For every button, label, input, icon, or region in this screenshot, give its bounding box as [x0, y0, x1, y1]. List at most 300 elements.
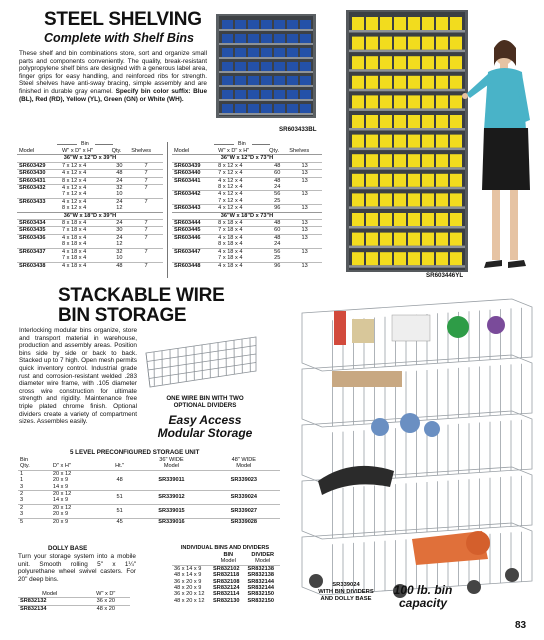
table-row — [172, 177, 322, 184]
column-header: W" x D" x H" — [218, 148, 250, 154]
shelf — [349, 108, 465, 111]
bin-size-cell: 4 x 18 x 4 — [216, 262, 267, 269]
shelves-cell — [129, 241, 163, 248]
yellow-bin — [408, 174, 420, 187]
unit-qty: 5 — [18, 518, 51, 525]
blue-bin — [222, 48, 233, 57]
individual-table — [172, 552, 280, 604]
table-row — [17, 177, 163, 184]
yellow-bin — [380, 115, 392, 128]
yellow-bin — [394, 135, 406, 148]
model-cell — [17, 205, 60, 212]
blue-bin — [248, 34, 259, 43]
indiv-divider-model: SR832144 — [247, 585, 274, 592]
unit-subheader: Ht." — [115, 463, 125, 470]
yellow-bin — [408, 154, 420, 167]
indiv-header: BIN — [223, 552, 234, 558]
model-cell: SR603448 — [172, 262, 216, 269]
blue-bin — [235, 62, 246, 71]
indiv-bin-model: SR832130 — [213, 597, 240, 604]
bin-size-cell: 8 x 12 x 4 — [62, 205, 87, 212]
bin-header-left: Bin — [81, 141, 89, 147]
group-dimension-label: 36"W x 12"D x 39"H — [17, 155, 163, 162]
bin-size-cell: 4 x 12 x 4 — [216, 177, 267, 184]
unit-caption-line1: SR339024 — [332, 582, 360, 588]
unit-subheader: D" x H" — [52, 463, 71, 470]
yellow-bin — [380, 135, 392, 148]
bin-size-cell: 7 x 18 x 4 — [60, 227, 110, 234]
yellow-bin — [380, 17, 392, 30]
shelf — [219, 29, 313, 31]
blue-bin — [248, 76, 259, 85]
indiv-bin-model: SR832124 — [213, 585, 240, 592]
qty-cell: 48 — [267, 234, 287, 241]
shelves-cell: 13 — [287, 234, 322, 241]
bin-size-cell: 7 x 12 x 4 — [216, 170, 267, 177]
shelves-cell — [129, 191, 163, 198]
model-cell: SR603433 — [17, 198, 60, 205]
yellow-bin — [352, 174, 364, 187]
indiv-subheader: Model — [255, 558, 271, 565]
capacity-callout — [388, 584, 458, 610]
yellow-bin — [422, 154, 434, 167]
wire-strand — [147, 346, 256, 362]
table-row — [17, 198, 163, 205]
yellow-bin — [436, 252, 448, 265]
yellow-bin — [366, 17, 378, 30]
shelf — [219, 85, 313, 87]
shelf — [349, 206, 465, 209]
table-header-row — [172, 148, 322, 155]
unit-header: Bin — [20, 457, 29, 463]
model-cell: SR603436 — [17, 234, 60, 241]
indiv-divider-model: SR832150 — [247, 597, 274, 604]
yellow-bin — [450, 193, 462, 206]
indiv-size: 36 x 20 x 9 — [174, 578, 202, 585]
bin-size-cell: 4 x 12 x 4 — [60, 185, 110, 192]
blue-bin — [287, 34, 298, 43]
yellow-bin — [408, 17, 420, 30]
yellow-bin — [436, 174, 448, 187]
shelves-cell: 13 — [287, 177, 322, 184]
yellow-bin — [380, 95, 392, 108]
shelf — [349, 148, 465, 151]
blue-bin — [287, 20, 298, 29]
model-cell: SR603440 — [172, 170, 216, 177]
group-dimension-label: 36"W x 12"D x 73"H — [172, 155, 322, 162]
model-cell: SR603431 — [17, 177, 60, 184]
unit-qty: 1 — [20, 477, 24, 484]
table-header-row — [17, 148, 163, 155]
bin-size-cell: 8 x 18 x 4 — [62, 241, 87, 248]
model-cell: SR603441 — [172, 177, 216, 184]
indiv-bin-model: SR832102 — [211, 565, 245, 572]
model-cell: SR603438 — [17, 262, 60, 269]
indiv-size: 48 x 14 x 9 — [174, 572, 202, 579]
unit-model-36: SR339015 — [135, 504, 207, 518]
shelves-cell: 13 — [287, 262, 322, 269]
dolly-table — [18, 591, 136, 612]
capacity-line1: 100 lb. bin — [393, 583, 453, 597]
yellow-bin — [408, 233, 420, 246]
qty-cell: 10 — [116, 191, 123, 198]
yellow-bin — [450, 56, 462, 69]
yellow-bin — [422, 252, 434, 265]
blue-bin — [300, 34, 311, 43]
column-header: Qty. — [269, 148, 280, 154]
yellow-bin — [450, 154, 462, 167]
qty-cell: 12 — [116, 205, 123, 212]
indiv-row — [172, 572, 280, 578]
blue-bin — [300, 104, 311, 113]
blue-bin — [274, 34, 285, 43]
yellow-bin — [352, 252, 364, 265]
shelving-subtitle: Complete with Shelf Bins — [44, 31, 195, 45]
column-header: Model — [19, 148, 35, 154]
unit-dim: 14 x 9 — [52, 497, 69, 504]
yellow-bin — [380, 233, 392, 246]
yellow-bin — [450, 174, 462, 187]
yellow-bin — [436, 213, 448, 226]
column-header: Shelves — [289, 148, 310, 154]
dolly-header-dim: W" x D" — [96, 591, 116, 597]
individual-title: INDIVIDUAL BINS AND DIVIDERS — [180, 545, 270, 551]
photo2-caption: SR603446YL — [426, 272, 464, 279]
shelves-cell: 13 — [287, 162, 322, 169]
shelf — [219, 57, 313, 59]
unit-qty: 2 — [18, 504, 51, 511]
bin-size-cell: 7 x 12 x 4 — [62, 191, 87, 198]
bin-size-cell: 4 x 18 x 4 — [216, 234, 267, 241]
table-row — [17, 234, 163, 241]
wire-title-line2: BIN STORAGE — [58, 305, 187, 326]
wire-description: Interlocking modular bins organize, store and transport material in warehouse, production and assembly areas. Position bins side by side or back to back. Stacked up to 7 high. Open mesh permits quick inventory control. Industrial grade rust and corrosion-resistant welded .283 diameter wire frame, with .105 diameter cross wire construction for ultimate strength and rigidity. Maintenance free triple plated chrome finish. Optional dividers create a variety of compartment sizes. Assembles easily. — [19, 327, 137, 426]
table-row — [172, 248, 322, 255]
qty-cell: 48 — [110, 262, 130, 269]
qty-cell: 96 — [267, 205, 287, 212]
indiv-bin-model: SR832108 — [213, 578, 240, 585]
table-row — [17, 191, 163, 198]
yellow-bin — [366, 37, 378, 50]
blue-bin — [235, 76, 246, 85]
unit-dim: 20 x 9 — [52, 511, 69, 518]
unit-dim: 20 x 9 — [52, 477, 69, 484]
model-cell: SR603444 — [172, 220, 216, 227]
yellow-bin — [380, 56, 392, 69]
unit-model-48: SR339024 — [208, 491, 280, 505]
indiv-size: 48 x 20 x 9 — [174, 585, 202, 592]
blue-bin — [300, 90, 311, 99]
yellow-bin — [380, 76, 392, 89]
yellow-bin — [352, 154, 364, 167]
blue-bin — [274, 62, 285, 71]
blue-bin — [222, 62, 233, 71]
unit-dim: 20 x 9 — [51, 518, 104, 525]
yellow-bin — [394, 37, 406, 50]
yellow-bin — [436, 154, 448, 167]
indiv-size: 48 x 20 x 12 — [174, 597, 205, 604]
bin-header-right: Bin — [238, 141, 246, 147]
shelf — [349, 167, 465, 170]
unit-height: 48 — [104, 470, 135, 490]
shelving-color-note: Specify bin color suffix: Blue (BL), Red (RD), Yellow (YL), Green (GN) or White (WH). — [19, 87, 208, 103]
shelves-cell: 13 — [287, 170, 322, 177]
yellow-bin — [422, 213, 434, 226]
qty-cell: 48 — [110, 170, 130, 177]
dolly-row — [18, 605, 130, 612]
yellow-bin — [352, 37, 364, 50]
yellow-bin — [450, 95, 462, 108]
dolly-description: Turn your storage system into a mobile unit. Smooth rolling 5" x 1¼" polyurethane wheel swivel casters. For 20" deep bins. — [18, 553, 136, 583]
yellow-bin — [380, 213, 392, 226]
yellow-bin-shelving-photo — [344, 8, 540, 278]
bin-size-cell: 4 x 12 x 4 — [60, 198, 110, 205]
shelves-cell: 13 — [287, 227, 322, 234]
single-bin-caption-line2: OPTIONAL DIVIDERS — [173, 402, 237, 409]
blue-bin — [235, 20, 246, 29]
model-cell — [172, 255, 216, 262]
dimension-group-row — [172, 155, 322, 162]
table-row — [172, 255, 322, 262]
blue-bin — [235, 90, 246, 99]
unit-model-36: SR339016 — [135, 518, 207, 525]
table-row — [17, 255, 163, 262]
shelves-cell: 13 — [287, 248, 322, 255]
model-cell: SR603439 — [172, 162, 216, 169]
column-header: W" x D" x H" — [62, 148, 94, 154]
unit-table — [18, 457, 280, 525]
unit-caption-line3: AND DOLLY BASE — [320, 595, 372, 602]
yellow-bin — [394, 154, 406, 167]
unit-height: 51 — [104, 504, 135, 518]
indiv-header: DIVIDER — [251, 552, 275, 558]
blue-bin — [300, 76, 311, 85]
yellow-bin — [380, 37, 392, 50]
unit-height: 51 — [104, 491, 135, 505]
table-row — [17, 205, 163, 212]
blue-bin — [235, 34, 246, 43]
dolly-model: SR832134 — [18, 605, 82, 612]
unit-qty: 1 — [18, 470, 51, 477]
column-header: Qty. — [111, 148, 122, 154]
individual-spec-table — [172, 552, 280, 604]
shelves-cell: 7 — [129, 185, 163, 192]
table-row — [172, 198, 322, 205]
yellow-bin — [450, 76, 462, 89]
bin-size-cell: 8 x 12 x 4 — [216, 162, 267, 169]
yellow-bin — [436, 37, 448, 50]
shelves-cell — [287, 241, 322, 248]
bin-size-cell: 4 x 18 x 4 — [216, 248, 267, 255]
shelving-table-right — [172, 141, 322, 269]
yellow-bin — [380, 174, 392, 187]
yellow-bin — [450, 37, 462, 50]
dolly-row — [18, 598, 130, 605]
dolly-dim: 48 x 20 — [82, 605, 130, 612]
unit-header: 48" WIDE — [231, 457, 256, 463]
shelves-cell — [287, 184, 322, 191]
table-row — [172, 205, 322, 212]
unit-row — [18, 518, 280, 525]
blue-bin — [248, 48, 259, 57]
yellow-bin — [422, 17, 434, 30]
unit-dim: 14 x 9 — [52, 483, 69, 490]
qty-cell: 24 — [110, 234, 130, 241]
yellow-bin — [436, 233, 448, 246]
model-cell: SR603447 — [172, 248, 216, 255]
yellow-bin — [408, 135, 420, 148]
yellow-bin — [366, 115, 378, 128]
table-row — [172, 227, 322, 234]
capacity-line2: capacity — [398, 596, 448, 610]
qty-cell: 56 — [267, 248, 287, 255]
yellow-bin — [366, 76, 378, 89]
tagline-line1: Easy Access — [168, 413, 242, 427]
qty-cell: 25 — [274, 255, 281, 262]
yellow-bin — [450, 135, 462, 148]
yellow-bin — [436, 76, 448, 89]
blue-bin — [300, 20, 311, 29]
indiv-row — [172, 591, 280, 597]
indiv-size: 36 x 14 x 9 — [172, 565, 211, 572]
yellow-bin — [366, 56, 378, 69]
shelf — [349, 50, 465, 53]
qty-cell: 12 — [116, 241, 123, 248]
table-row — [172, 184, 322, 191]
qty-cell: 32 — [110, 248, 130, 255]
unit-dim: 20 x 12 — [51, 491, 104, 498]
yellow-bin — [394, 193, 406, 206]
yellow-bin — [422, 76, 434, 89]
shelf — [349, 187, 465, 190]
indiv-divider-model: SR832144 — [247, 578, 274, 585]
yellow-bin — [352, 56, 364, 69]
dimension-group-row — [17, 155, 163, 162]
shelves-cell — [287, 198, 322, 205]
qty-cell: 30 — [110, 227, 130, 234]
yellow-bin — [422, 95, 434, 108]
woman-figure — [462, 40, 530, 268]
table-row — [172, 162, 322, 169]
blue-bin — [222, 20, 233, 29]
yellow-bin — [394, 233, 406, 246]
yellow-bin — [352, 17, 364, 30]
bin-size-cell: 7 x 12 x 4 — [60, 162, 110, 169]
unit-table-title: 5 LEVEL PRECONFIGURED STORAGE UNIT — [70, 449, 200, 456]
indiv-row — [172, 598, 280, 604]
qty-cell: 10 — [116, 255, 123, 262]
shelves-cell: 7 — [129, 262, 163, 269]
yellow-bin — [366, 213, 378, 226]
table-row — [17, 227, 163, 234]
group-dimension-label: 36"W x 18"D x 39"H — [17, 212, 163, 219]
blue-bin-shelving-photo — [210, 10, 320, 123]
yellow-bin — [436, 115, 448, 128]
qty-cell: 30 — [110, 162, 130, 169]
blue-bin — [274, 104, 285, 113]
yellow-bin — [352, 115, 364, 128]
yellow-bin — [366, 252, 378, 265]
wire-title — [58, 286, 224, 326]
single-bin-caption-line1: ONE WIRE BIN WITH TWO — [166, 395, 244, 402]
unit-subheader: Model — [236, 463, 252, 470]
single-bin-caption — [150, 395, 260, 409]
blue-bin — [300, 48, 311, 57]
shelf — [349, 69, 465, 72]
indiv-divider-model: SR832138 — [247, 572, 274, 579]
shelf — [219, 71, 313, 73]
table-row — [17, 262, 163, 269]
unit-qty: 2 — [18, 491, 51, 498]
unit-subheader: Model — [163, 463, 180, 470]
yellow-bin — [408, 56, 420, 69]
shelf — [349, 265, 465, 268]
unit-header-row-2 — [18, 463, 280, 470]
yellow-bin — [408, 193, 420, 206]
qty-cell: 48 — [267, 220, 287, 227]
indiv-subheader: Model — [220, 558, 236, 565]
blue-bin — [274, 76, 285, 85]
shelving-table-left — [17, 141, 163, 269]
model-cell — [172, 198, 216, 205]
table-row — [17, 248, 163, 255]
yellow-bin — [422, 56, 434, 69]
unit-model-36: SR339012 — [135, 491, 207, 505]
qty-cell: 24 — [110, 177, 130, 184]
yellow-bin — [394, 174, 406, 187]
dimension-group-row — [17, 212, 163, 219]
shelves-cell: 13 — [287, 191, 322, 198]
table-row — [172, 191, 322, 198]
yellow-bin — [352, 76, 364, 89]
group-dimension-label: 36"W x 18"D x 73"H — [172, 212, 322, 219]
blue-bin — [222, 90, 233, 99]
yellow-bin — [436, 135, 448, 148]
blue-bin — [222, 104, 233, 113]
table-row — [172, 234, 322, 241]
shelf — [349, 246, 465, 249]
yellow-bin — [422, 174, 434, 187]
shelf — [219, 99, 313, 101]
shelves-cell — [129, 255, 163, 262]
unit-model-48: SR339028 — [208, 518, 280, 525]
blue-bin — [300, 62, 311, 71]
model-cell — [17, 191, 60, 198]
shelves-cell — [129, 205, 163, 212]
unit-height: 45 — [104, 518, 135, 525]
spec-table-left — [17, 148, 163, 269]
blue-bin — [287, 62, 298, 71]
model-cell — [172, 184, 216, 191]
table-row — [17, 185, 163, 192]
page-number: 83 — [515, 620, 527, 631]
tagline-line2: Modular Storage — [157, 426, 253, 440]
unit-subheader: Qty. — [20, 463, 30, 470]
yellow-bin — [408, 115, 420, 128]
shelves-cell: 7 — [129, 170, 163, 177]
shelves-cell: 7 — [129, 162, 163, 169]
blue-bin — [261, 34, 272, 43]
indiv-divider-model: SR832138 — [246, 565, 280, 572]
model-cell — [17, 241, 60, 248]
yellow-bin — [450, 233, 462, 246]
qty-cell: 32 — [110, 185, 130, 192]
indiv-subheader — [172, 558, 211, 565]
blue-bin — [248, 20, 259, 29]
yellow-bin — [436, 56, 448, 69]
blue-bin — [235, 48, 246, 57]
blue-bin — [287, 90, 298, 99]
